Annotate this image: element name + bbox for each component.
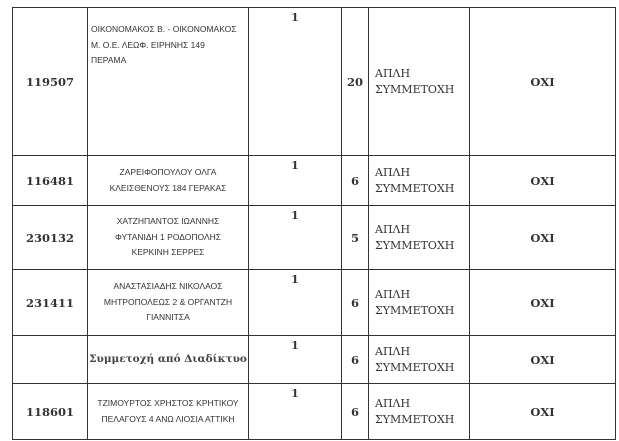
- answer-cell: ΟΧΙ: [470, 384, 616, 440]
- name-cell: [88, 384, 249, 440]
- type-cell: [369, 8, 470, 156]
- name-line: ΦΥΤΑΝΙΔΗ 1 ΡΟΔΟΠΟΛΗΣ: [114, 231, 222, 242]
- name-cell: [88, 270, 249, 336]
- name-line: ΠΕΡΑΜΑ: [91, 55, 127, 65]
- count-value: 1: [291, 273, 299, 286]
- name-line: ΠΕΛΑΓΟΥΣ 4 ΑΝΩ ΛΙΟΣΙΑ ΑΤΤΙΚΗ: [101, 413, 235, 424]
- type-line: ΑΠΛΗ: [375, 165, 411, 179]
- type-line: ΑΠΛΗ: [375, 396, 411, 410]
- type-cell: [369, 384, 470, 440]
- number-cell: 6: [342, 156, 369, 206]
- name-line: ΧΑΤΖΗΠΑΝΤΟΣ ΙΩΑΝΝΗΣ: [116, 216, 220, 227]
- code-cell: [13, 336, 88, 384]
- answer-cell: ΟΧΙ: [470, 270, 616, 336]
- table-row: [13, 336, 616, 384]
- number-cell: 6: [342, 270, 369, 336]
- type-line: ΣΥΜΜΕΤΟΧΗ: [375, 82, 455, 96]
- answer-cell: ΟΧΙ: [470, 206, 616, 270]
- name-line: ΜΗΤΡΟΠΟΛΕΩΣ 2 & ΟΡΓΑΝΤΖΗ: [103, 296, 233, 307]
- count-value: 1: [291, 11, 299, 24]
- name-line: ΤΖΙΜΟΥΡΤΟΣ ΧΡΗΣΤΟΣ ΚΡΗΤΙΚΟΥ: [97, 398, 239, 408]
- code-cell: 116481: [13, 156, 88, 206]
- count-cell: [249, 206, 342, 270]
- name-cell: [88, 206, 249, 270]
- count-value: 1: [291, 339, 299, 352]
- count-cell: [249, 336, 342, 384]
- code-cell: 231411: [13, 270, 88, 336]
- code-cell: 230132: [13, 206, 88, 270]
- type-line: ΑΠΛΗ: [375, 287, 411, 301]
- number-cell: 6: [342, 384, 369, 440]
- table-row: [13, 206, 616, 270]
- name-cell: [88, 336, 249, 384]
- type-line: ΣΥΜΜΕΤΟΧΗ: [375, 303, 455, 317]
- count-value: 1: [291, 387, 299, 400]
- table-row: [13, 384, 616, 440]
- type-line: ΑΠΛΗ: [375, 344, 411, 358]
- type-cell: [369, 156, 470, 206]
- code-cell: 118601: [13, 384, 88, 440]
- answer-cell: ΟΧΙ: [470, 156, 616, 206]
- count-cell: [249, 384, 342, 440]
- table-row: [13, 156, 616, 206]
- name-line: ΑΝΑΣΤΑΣΙΑΔΗΣ ΝΙΚΟΛΑΟΣ: [113, 281, 223, 292]
- type-line: ΣΥΜΜΕΤΟΧΗ: [375, 181, 455, 195]
- type-cell: [369, 336, 470, 384]
- participants-table: [12, 7, 616, 440]
- answer-cell: ΟΧΙ: [470, 336, 616, 384]
- number-cell: 20: [342, 8, 369, 156]
- name-cell: [88, 156, 249, 206]
- name-line: Συμμετοχή από Διαδίκτυο: [89, 352, 247, 365]
- count-cell: [249, 8, 342, 156]
- table-row: [13, 8, 616, 156]
- name-cell: [88, 8, 249, 156]
- type-cell: [369, 206, 470, 270]
- type-line: ΑΠΛΗ: [375, 66, 411, 80]
- code-cell: 119507: [13, 8, 88, 156]
- type-line: ΣΥΜΜΕΤΟΧΗ: [375, 360, 455, 374]
- number-cell: 6: [342, 336, 369, 384]
- name-line: ΖΑΡΕΙΦΟΠΟΥΛΟΥ ΟΛΓΑ: [119, 167, 217, 177]
- name-line: ΚΕΡΚΙΝΗ ΣΕΡΡΕΣ: [131, 247, 205, 258]
- count-value: 1: [291, 159, 299, 172]
- name-line: ΓΙΑΝΝΙΤΣΑ: [146, 312, 190, 323]
- type-cell: [369, 270, 470, 336]
- count-cell: [249, 270, 342, 336]
- table-row: [13, 270, 616, 336]
- name-line: Μ. Ο.Ε. ΛΕΩΦ. ΕΙΡΗΝΗΣ 149: [91, 39, 205, 50]
- name-line: ΟΙΚΟΝΟΜΑΚΟΣ Β. - ΟΙΚΟΝΟΜΑΚΟΣ: [91, 24, 237, 34]
- answer-cell: ΟΧΙ: [470, 8, 616, 156]
- type-line: ΣΥΜΜΕΤΟΧΗ: [375, 238, 455, 252]
- type-line: ΑΠΛΗ: [375, 222, 411, 236]
- count-value: 1: [291, 209, 299, 222]
- number-cell: 5: [342, 206, 369, 270]
- name-line: ΚΛΕΙΣΘΕΝΟΥΣ 184 ΓΕΡΑΚΑΣ: [109, 182, 227, 193]
- count-cell: [249, 156, 342, 206]
- type-line: ΣΥΜΜΕΤΟΧΗ: [375, 412, 455, 426]
